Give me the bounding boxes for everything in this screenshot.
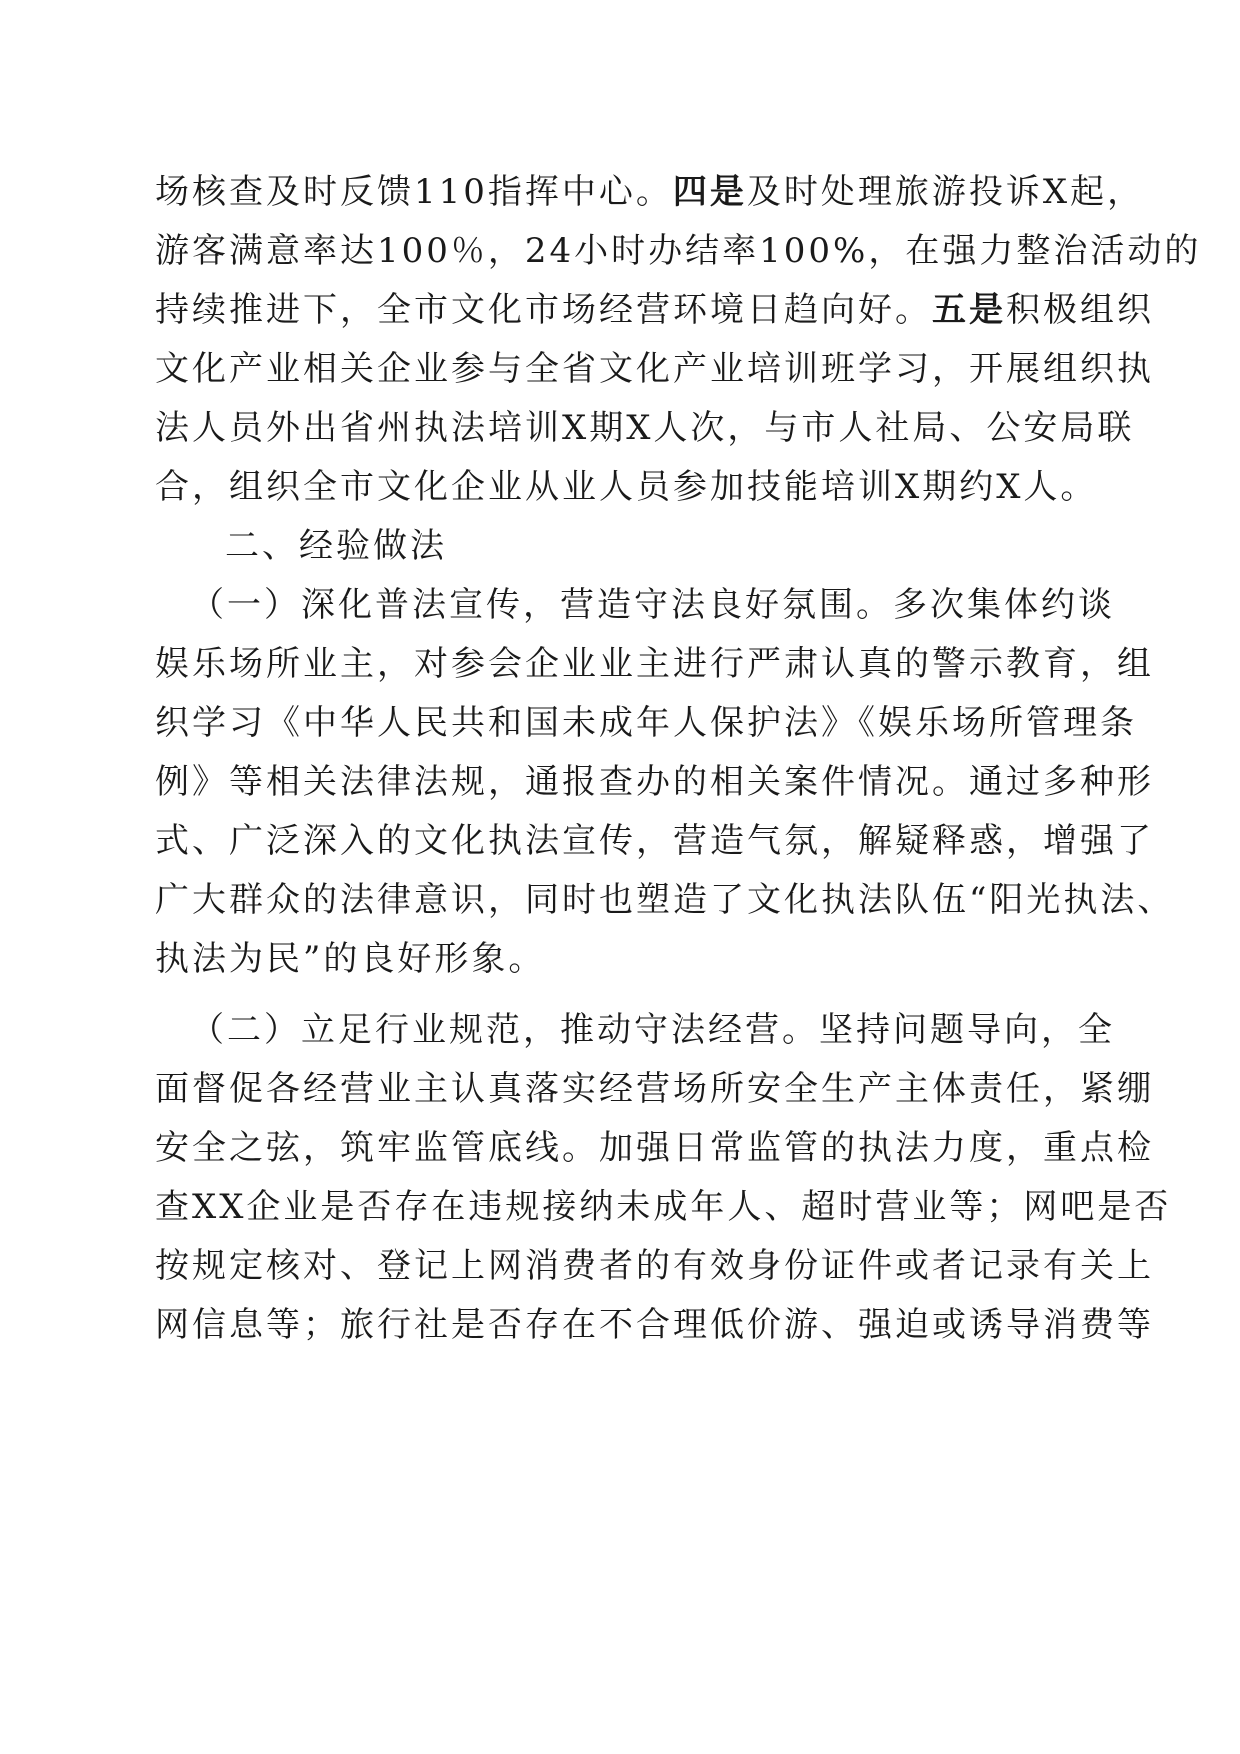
paragraph-line: 合，组织全市文化企业从业人员参加技能培训X期约X人。	[155, 467, 1098, 507]
paragraph-line: 网信息等；旅行社是否存在不合理低价游、强迫或诱导消费等	[155, 1305, 1154, 1345]
paragraph-line	[155, 285, 1154, 335]
paragraph-line: 安全之弦，筑牢监管底线。加强日常监管的执法力度，重点检	[155, 1128, 1154, 1168]
paragraph-line: 法人员外出省州执法培训X期X人次，与市人社局、公安局联	[155, 408, 1135, 448]
paragraph-line: 娱乐场所业主，对参会企业业主进行严肃认真的警示教育，组	[155, 644, 1154, 684]
paragraph-line: 执法为民”的良好形象。	[155, 939, 546, 979]
paragraph-line: 按规定核对、登记上网消费者的有效身份证件或者记录有关上	[155, 1246, 1154, 1286]
paragraph-line: 面督促各经营业主认真落实经营场所安全生产主体责任，紧绷	[155, 1069, 1154, 1109]
section-heading: 二、经验做法	[225, 526, 447, 566]
paragraph-line: 式、广泛深入的文化执法宣传，营造气氛，解疑释惑，增强了	[155, 821, 1154, 861]
text-run: 持续推进下，全市文化市场经营环境日趋向好。	[155, 290, 932, 330]
paragraph-line: 例》等相关法律法规，通报查办的相关案件情况。通过多种形	[155, 762, 1154, 802]
paragraph-line	[155, 167, 1144, 217]
paragraph-line: 查XX企业是否存在违规接纳未成年人、超时营业等；网吧是否	[155, 1187, 1172, 1227]
paragraph-line: 文化产业相关企业参与全省文化产业培训班学习，开展组织执	[155, 349, 1154, 389]
text-run: 积极组织	[1006, 290, 1154, 330]
paragraph-line: （一）深化普法宣传，营造守法良好氛围。多次集体约谈	[190, 585, 1115, 625]
paragraph-line: 游客满意率达100％，24小时办结率100%，在强力整治活动的	[155, 231, 1202, 271]
bold-text-run: 五是	[932, 290, 1006, 330]
text-run: 场核查及时反馈110指挥中心。	[155, 172, 673, 212]
text-run: 及时处理旅游投诉X起，	[746, 172, 1145, 212]
bold-text-run: 四是	[672, 172, 747, 212]
paragraph-line: 广大群众的法律意识，同时也塑造了文化执法队伍“阳光执法、	[155, 880, 1175, 920]
paragraph-line: （二）立足行业规范，推动守法经营。坚持问题导向，全	[190, 1010, 1115, 1050]
paragraph-line: 织学习《中华人民共和国未成年人保护法》《娱乐场所管理条	[155, 703, 1137, 743]
